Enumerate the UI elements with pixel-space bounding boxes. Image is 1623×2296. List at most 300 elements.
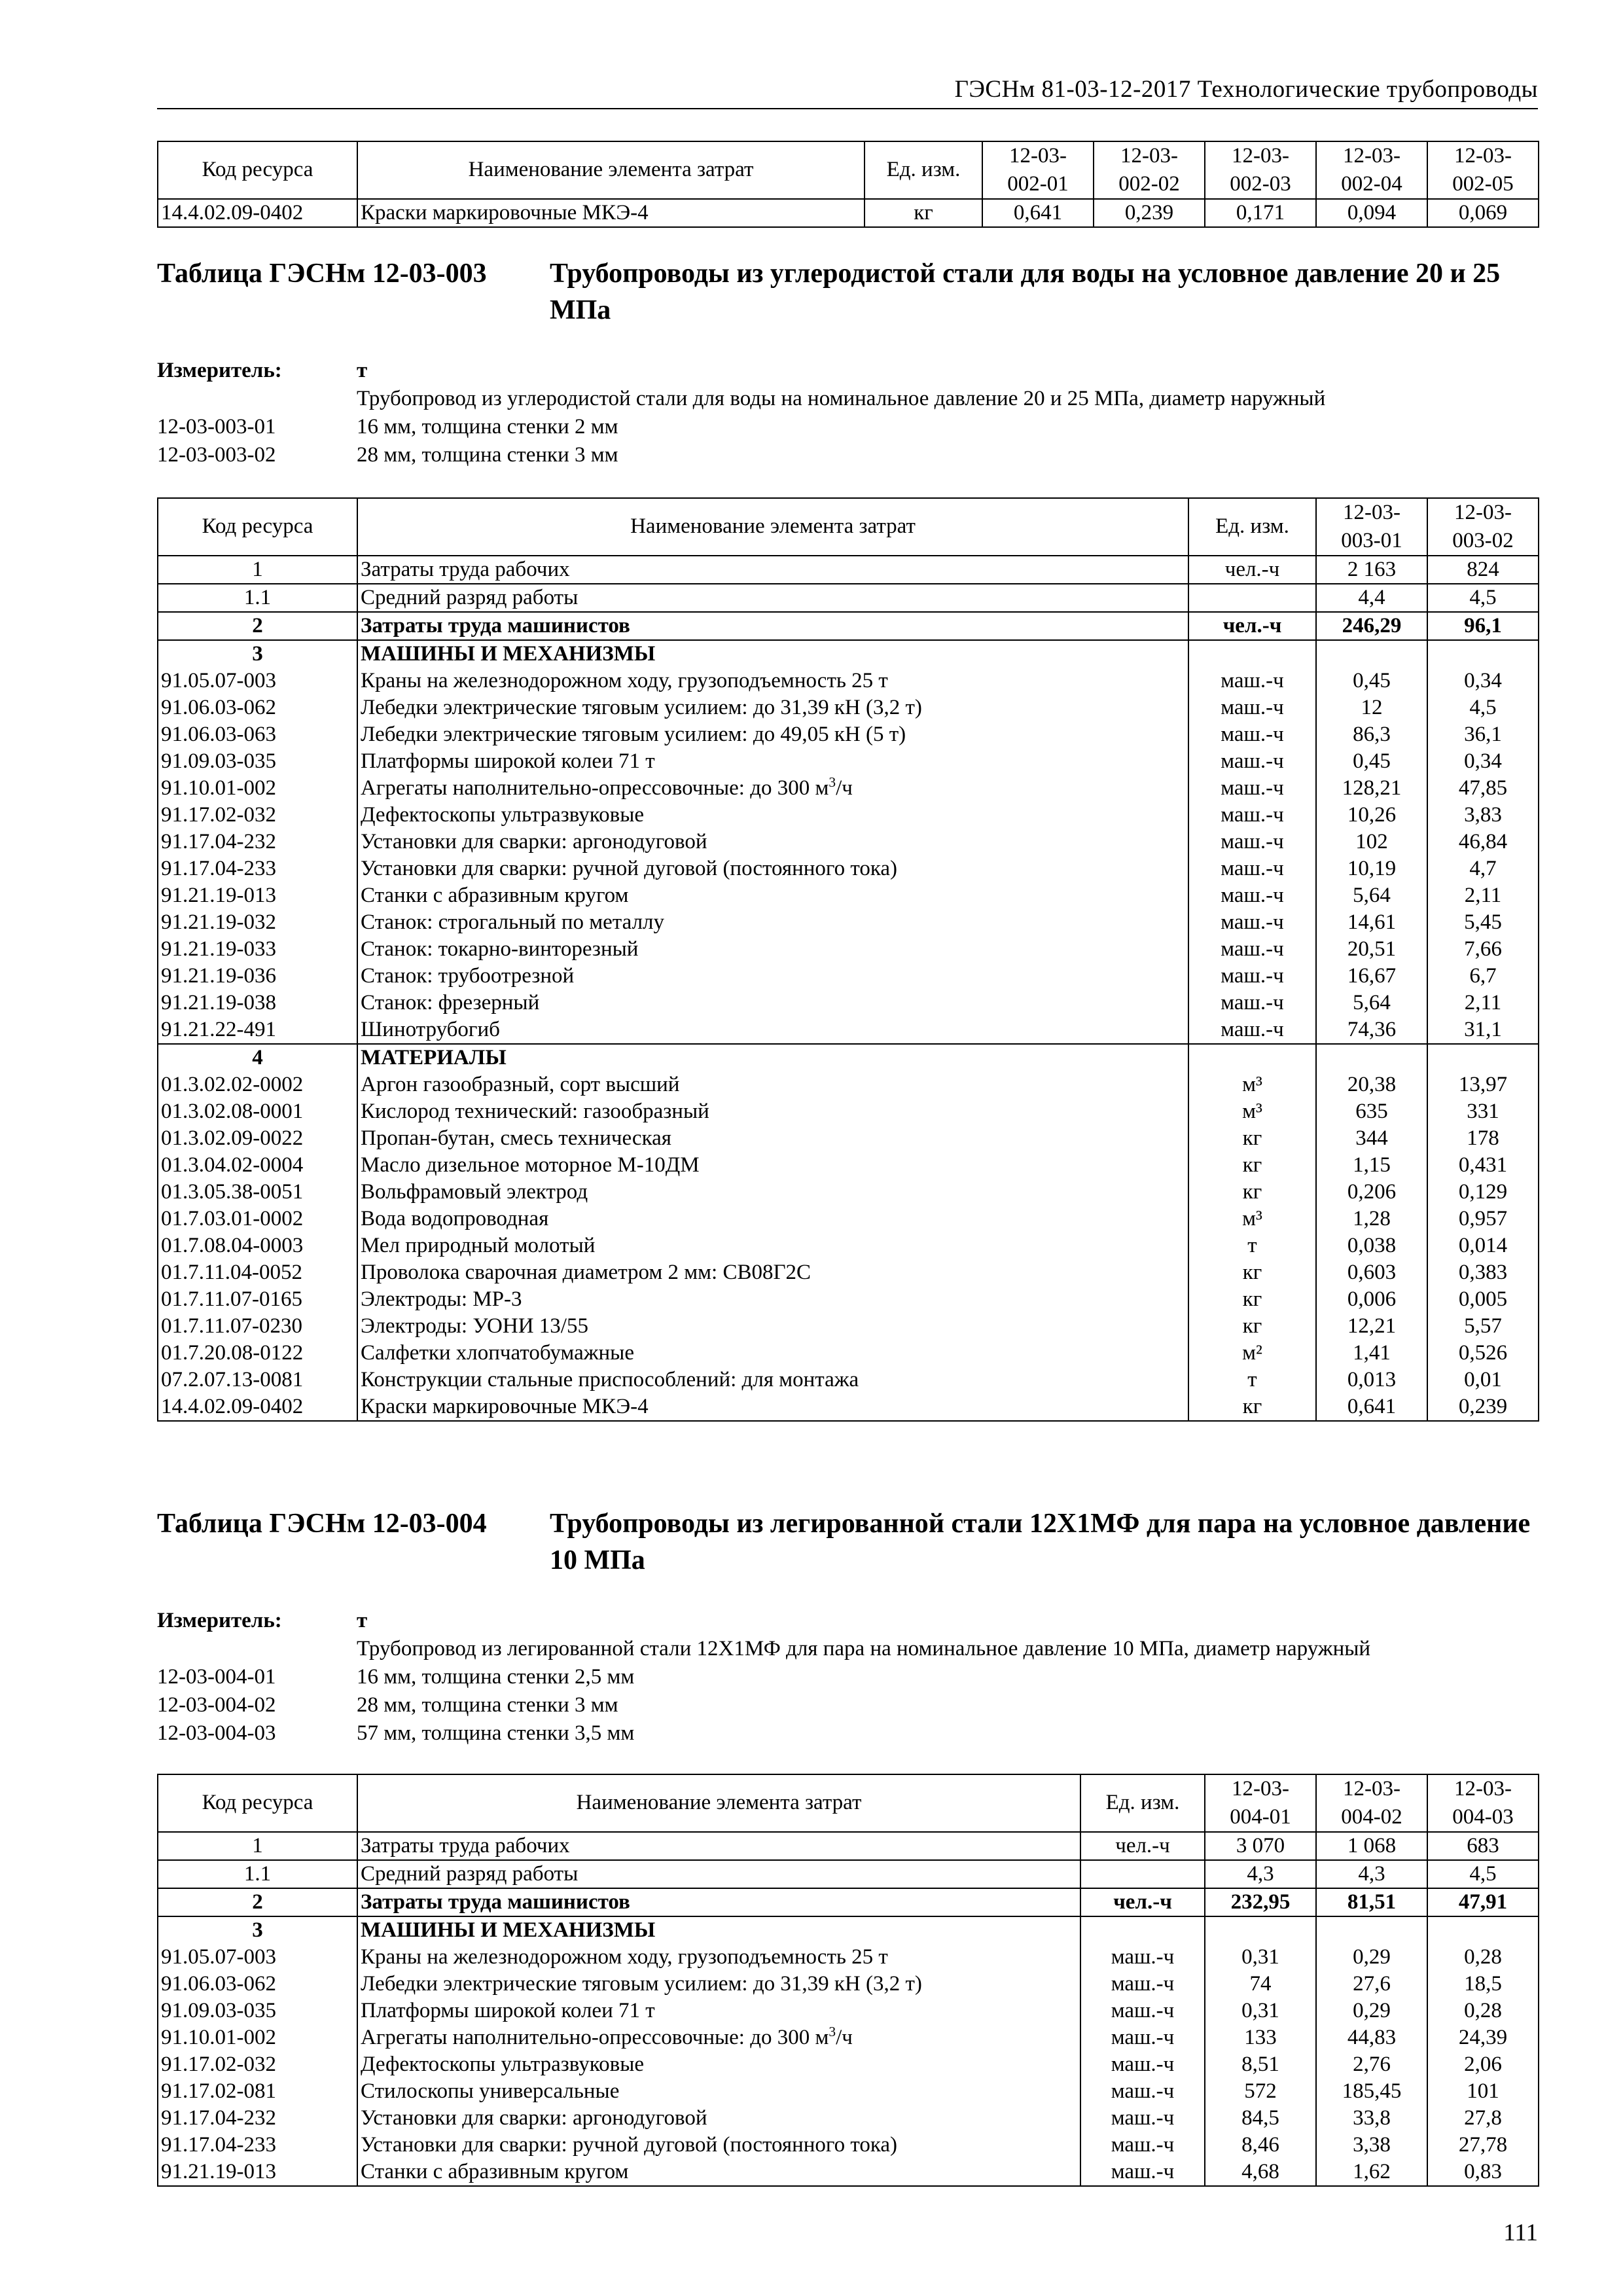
column-code-line: 12-03- (1009, 144, 1067, 168)
table-row (158, 1206, 1539, 1232)
resource-unit: кг (1188, 1286, 1316, 1313)
table-header-row (158, 498, 1539, 556)
resource-unit (1188, 1044, 1316, 1071)
table-row (158, 748, 1539, 775)
resource-unit: маш.-ч (1188, 802, 1316, 829)
resource-value: 36,1 (1427, 721, 1539, 748)
resource-unit: маш.-ч (1080, 1944, 1205, 1971)
resource-value: 18,5 (1427, 1971, 1539, 1998)
column-header-variant (1316, 498, 1427, 556)
resource-value: 0,28 (1427, 1944, 1539, 1971)
resource-value: 0,29 (1316, 1998, 1427, 2024)
table-row (158, 556, 1539, 584)
resource-value: 27,8 (1427, 2105, 1539, 2132)
resource-value: 0,014 (1427, 1232, 1539, 1259)
column-code-line: 002-04 (1341, 171, 1402, 196)
table-row (158, 694, 1539, 721)
table-row (158, 668, 1539, 694)
superscript: 3 (829, 2024, 836, 2039)
resource-unit: маш.-ч (1080, 2132, 1205, 2159)
resource-name: МАШИНЫ И МЕХАНИЗМЫ (357, 1916, 1080, 1944)
resource-code: 91.21.19-013 (158, 882, 357, 909)
superscript: 3 (829, 774, 836, 790)
column-header-variant (1316, 141, 1427, 199)
resource-value: 0,171 (1205, 199, 1316, 227)
table-row (158, 1367, 1539, 1393)
resource-code: 91.17.02-032 (158, 802, 357, 829)
table-row (158, 990, 1539, 1016)
resource-value: 0,31 (1205, 1944, 1316, 1971)
resource-value: 0,038 (1316, 1232, 1427, 1259)
resource-code: 3 (158, 640, 357, 668)
column-header-name: Наименование элемента затрат (357, 141, 865, 199)
resource-value: 1 068 (1316, 1832, 1427, 1860)
resource-value: 2,76 (1316, 2051, 1427, 2078)
resource-table-continued (157, 141, 1539, 228)
column-header-variant (1427, 1774, 1539, 1832)
resource-unit: кг (1188, 1179, 1316, 1206)
resource-value: 3 070 (1205, 1832, 1316, 1860)
table-row (158, 1152, 1539, 1179)
resource-code: 01.7.11.04-0052 (158, 1259, 357, 1286)
resource-code: 4 (158, 1044, 357, 1071)
table-row (158, 775, 1539, 802)
page-header: ГЭСНм 81-03-12-2017 Технологические трубопроводы (954, 76, 1538, 103)
measure-block-003 (157, 357, 1538, 475)
resource-value: 5,45 (1427, 909, 1539, 936)
resource-unit: кг (1188, 1152, 1316, 1179)
resource-value: 14,61 (1316, 909, 1427, 936)
resource-value: 178 (1427, 1125, 1539, 1152)
variant-code: 12-03-004-03 (157, 1721, 276, 1745)
resource-value: 572 (1205, 2078, 1316, 2105)
resource-code: 91.05.07-003 (158, 1944, 357, 1971)
resource-unit: маш.-ч (1188, 990, 1316, 1016)
resource-name: МАТЕРИАЛЫ (357, 1044, 1188, 1071)
resource-value: 1,62 (1316, 2159, 1427, 2186)
resource-unit (1080, 1916, 1205, 1944)
resource-unit: чел.-ч (1188, 612, 1316, 640)
resource-value: 4,5 (1427, 694, 1539, 721)
resource-value: 2,11 (1427, 990, 1539, 1016)
resource-value: 20,38 (1316, 1071, 1427, 1098)
resource-unit: кг (1188, 1259, 1316, 1286)
variant-description: 57 мм, толщина стенки 3,5 мм (357, 1721, 635, 1745)
resource-code: 01.3.02.08-0001 (158, 1098, 357, 1125)
resource-unit (1188, 584, 1316, 612)
resource-unit (1188, 640, 1316, 668)
column-header-variant (1205, 1774, 1316, 1832)
variant-description: 28 мм, толщина стенки 3 мм (357, 443, 618, 467)
resource-unit: м² (1188, 1340, 1316, 1367)
resource-code: 01.3.05.38-0051 (158, 1179, 357, 1206)
table-row (158, 640, 1539, 668)
table-row (158, 612, 1539, 640)
resource-value: 0,28 (1427, 1998, 1539, 2024)
measure-unit: т (357, 359, 368, 382)
resource-name: Стилоскопы универсальные (357, 2078, 1080, 2105)
resource-code: 91.17.04-233 (158, 855, 357, 882)
resource-value: 0,005 (1427, 1286, 1539, 1313)
resource-unit: маш.-ч (1080, 1998, 1205, 2024)
resource-name: Установки для сварки: ручной дуговой (постоянного тока) (357, 2132, 1080, 2159)
resource-value (1427, 1044, 1539, 1071)
table-row (158, 1832, 1539, 1860)
resource-value: 0,431 (1427, 1152, 1539, 1179)
resource-name: Краски маркировочные МКЭ-4 (357, 1393, 1188, 1421)
column-code-line: 12-03- (1343, 1777, 1400, 1801)
resource-name: Масло дизельное моторное М-10ДМ (357, 1152, 1188, 1179)
resource-code: 01.7.03.01-0002 (158, 1206, 357, 1232)
resource-unit: маш.-ч (1188, 829, 1316, 855)
resource-code: 14.4.02.09-0402 (158, 1393, 357, 1421)
variant-code: 12-03-003-01 (157, 415, 276, 439)
resource-code: 91.06.03-062 (158, 694, 357, 721)
resource-name: Станок: строгальный по металлу (357, 909, 1188, 936)
resource-code: 01.3.04.02-0004 (158, 1152, 357, 1179)
table-row (158, 2024, 1539, 2051)
table-caption: Трубопроводы из легированной стали 12Х1МФ для пара на условное давление 10 МПа (550, 1509, 1531, 1575)
resource-value: 74,36 (1316, 1016, 1427, 1044)
resource-value: 24,39 (1427, 2024, 1539, 2051)
resource-code: 2 (158, 1888, 357, 1916)
resource-code: 2 (158, 612, 357, 640)
resource-value: 683 (1427, 1832, 1539, 1860)
page-number: 111 (1503, 2219, 1538, 2246)
resource-code: 91.09.03-035 (158, 748, 357, 775)
table-row (158, 1313, 1539, 1340)
column-header-variant (1427, 498, 1539, 556)
resource-value: 5,64 (1316, 882, 1427, 909)
resource-name: Салфетки хлопчатобумажные (357, 1340, 1188, 1367)
table-row (158, 1044, 1539, 1071)
measure-unit: т (357, 1609, 368, 1632)
column-code-line: 004-01 (1230, 1804, 1291, 1829)
resource-code: 07.2.07.13-0081 (158, 1367, 357, 1393)
table-body (158, 498, 1539, 1421)
resource-unit: маш.-ч (1188, 963, 1316, 990)
resource-table-004 (157, 1774, 1539, 2187)
resource-name: Средний разряд работы (357, 584, 1188, 612)
resource-unit: т (1188, 1232, 1316, 1259)
resource-code: 91.17.04-232 (158, 829, 357, 855)
resource-value: 12,21 (1316, 1313, 1427, 1340)
resource-unit: маш.-ч (1188, 775, 1316, 802)
table-row (158, 1016, 1539, 1044)
resource-name: Платформы широкой колеи 71 т (357, 1998, 1080, 2024)
column-header-code: Код ресурса (158, 498, 357, 556)
resource-name: Установки для сварки: аргонодуговой (357, 829, 1188, 855)
table-title-003 (157, 255, 1538, 334)
header-divider (157, 108, 1538, 109)
table-row (158, 1971, 1539, 1998)
table-label: Таблица ГЭСНм 12-03-003 (157, 259, 487, 289)
column-code-line: 12-03- (1232, 144, 1289, 168)
resource-value: 47,85 (1427, 775, 1539, 802)
resource-value: 102 (1316, 829, 1427, 855)
table-header-row (158, 141, 1539, 199)
resource-value: 1,15 (1316, 1152, 1427, 1179)
resource-name: Электроды: МР-3 (357, 1286, 1188, 1313)
measure-block-004 (157, 1607, 1538, 1751)
resource-name: Установки для сварки: ручной дуговой (постоянного тока) (357, 855, 1188, 882)
resource-value (1316, 1044, 1427, 1071)
table-row (158, 1125, 1539, 1152)
resource-value: 74 (1205, 1971, 1316, 1998)
resource-name: Станки с абразивным кругом (357, 2159, 1080, 2186)
variant-code: 12-03-004-01 (157, 1665, 276, 1689)
resource-unit: маш.-ч (1188, 748, 1316, 775)
resource-value: 1,28 (1316, 1206, 1427, 1232)
resource-value: 0,34 (1427, 668, 1539, 694)
measure-description: Трубопровод из легированной стали 12Х1МФ для пара на номинальное давление 10 МПа, диаметр наружный (357, 1637, 1371, 1660)
variant-description: 28 мм, толщина стенки 3 мм (357, 1693, 618, 1717)
resource-unit: маш.-ч (1080, 2159, 1205, 2186)
table-row (158, 909, 1539, 936)
resource-value: 0,957 (1427, 1206, 1539, 1232)
resource-code: 91.10.01-002 (158, 775, 357, 802)
resource-code: 14.4.02.09-0402 (158, 199, 357, 227)
column-code-line: 12-03- (1454, 501, 1512, 524)
resource-name: Лебедки электрические тяговым усилием: до 49,05 кН (5 т) (357, 721, 1188, 748)
resource-value: 0,006 (1316, 1286, 1427, 1313)
resource-name: МАШИНЫ И МЕХАНИЗМЫ (357, 640, 1188, 668)
resource-value: 31,1 (1427, 1016, 1539, 1044)
resource-name: Краны на железнодорожном ходу, грузоподъемность 25 т (357, 1944, 1080, 1971)
resource-name: Дефектоскопы ультразвуковые (357, 802, 1188, 829)
resource-name: Затраты труда рабочих (357, 1832, 1080, 1860)
resource-value: 344 (1316, 1125, 1427, 1152)
resource-code: 91.17.02-032 (158, 2051, 357, 2078)
resource-value: 6,7 (1427, 963, 1539, 990)
resource-value: 2,11 (1427, 882, 1539, 909)
resource-value: 185,45 (1316, 2078, 1427, 2105)
resource-value: 0,641 (1316, 1393, 1427, 1421)
resource-value: 84,5 (1205, 2105, 1316, 2132)
resource-unit: кг (1188, 1393, 1316, 1421)
resource-value: 0,01 (1427, 1367, 1539, 1393)
table-row (158, 2159, 1539, 2186)
resource-code: 01.3.02.02-0002 (158, 1071, 357, 1098)
resource-code: 91.17.02-081 (158, 2078, 357, 2105)
resource-code: 3 (158, 1916, 357, 1944)
table-row (158, 199, 1539, 227)
resource-code: 91.21.19-032 (158, 909, 357, 936)
resource-name: Станки с абразивным кругом (357, 882, 1188, 909)
resource-value (1316, 640, 1427, 668)
table-header-row (158, 1774, 1539, 1832)
resource-name: Агрегаты наполнительно-опрессовочные: до 300 $м^3/ч$ (357, 2024, 1080, 2051)
table-row (158, 2051, 1539, 2078)
resource-value: 47,91 (1427, 1888, 1539, 1916)
resource-code: 1.1 (158, 584, 357, 612)
table-row (158, 963, 1539, 990)
resource-value: 0,526 (1427, 1340, 1539, 1367)
resource-value: 4,3 (1316, 1860, 1427, 1888)
resource-unit: кг (1188, 1125, 1316, 1152)
column-header-variant (1205, 141, 1316, 199)
resource-unit: чел.-ч (1188, 556, 1316, 584)
resource-value: 232,95 (1205, 1888, 1316, 1916)
resource-value: 824 (1427, 556, 1539, 584)
column-code-line: 12-03- (1343, 501, 1400, 524)
column-header-unit: Ед. изм. (1188, 498, 1316, 556)
column-code-line: 12-03- (1120, 144, 1178, 168)
resource-unit: маш.-ч (1188, 1016, 1316, 1044)
resource-code: 91.05.07-003 (158, 668, 357, 694)
resource-value: 128,21 (1316, 775, 1427, 802)
resource-code: 01.3.02.09-0022 (158, 1125, 357, 1152)
resource-unit: маш.-ч (1188, 936, 1316, 963)
resource-value: 101 (1427, 2078, 1539, 2105)
table-row (158, 2105, 1539, 2132)
resource-unit: м³ (1188, 1206, 1316, 1232)
resource-unit: маш.-ч (1188, 855, 1316, 882)
table-row (158, 1098, 1539, 1125)
resource-value: 0,34 (1427, 748, 1539, 775)
resource-unit: маш.-ч (1188, 882, 1316, 909)
column-header-unit: Ед. изм. (1080, 1774, 1205, 1832)
resource-name: Станок: трубоотрезной (357, 963, 1188, 990)
resource-unit: маш.-ч (1188, 694, 1316, 721)
resource-value: 0,641 (982, 199, 1094, 227)
resource-value: 7,66 (1427, 936, 1539, 963)
resource-value: 4,5 (1427, 584, 1539, 612)
variant-code: 12-03-003-02 (157, 443, 276, 467)
resource-value: 27,78 (1427, 2132, 1539, 2159)
resource-value: 4,7 (1427, 855, 1539, 882)
resource-unit: м³ (1188, 1071, 1316, 1098)
resource-name: Краски маркировочные МКЭ-4 (357, 199, 865, 227)
resource-value: 331 (1427, 1098, 1539, 1125)
resource-name: Дефектоскопы ультразвуковые (357, 2051, 1080, 2078)
variant-code: 12-03-004-02 (157, 1693, 276, 1717)
resource-value: 46,84 (1427, 829, 1539, 855)
resource-value: 635 (1316, 1098, 1427, 1125)
table-row (158, 1916, 1539, 1944)
resource-value: 27,6 (1316, 1971, 1427, 1998)
table-row (158, 2078, 1539, 2105)
resource-name: Проволока сварочная диаметром 2 мм: СВ08Г2С (357, 1259, 1188, 1286)
table-row (158, 1179, 1539, 1206)
variant-description: 16 мм, толщина стенки 2 мм (357, 415, 618, 439)
resource-name: Конструкции стальные приспособлений: для монтажа (357, 1367, 1188, 1393)
table-body (158, 141, 1539, 227)
resource-code: 01.7.08.04-0003 (158, 1232, 357, 1259)
resource-code: 91.21.19-036 (158, 963, 357, 990)
resource-value: 2,06 (1427, 2051, 1539, 2078)
resource-value: 0,603 (1316, 1259, 1427, 1286)
column-code-line: 12-03- (1343, 144, 1400, 168)
resource-name: Лебедки электрические тяговым усилием: до 31,39 кН (3,2 т) (357, 694, 1188, 721)
resource-name: Вольфрамовый электрод (357, 1179, 1188, 1206)
resource-value: 4,3 (1205, 1860, 1316, 1888)
resource-value: 0,45 (1316, 748, 1427, 775)
resource-value: 0,83 (1427, 2159, 1539, 2186)
resource-value (1427, 640, 1539, 668)
resource-value: 5,57 (1427, 1313, 1539, 1340)
table-row (158, 1259, 1539, 1286)
table-row (158, 1393, 1539, 1421)
column-code-line: 003-02 (1452, 528, 1514, 552)
column-header-variant (1094, 141, 1205, 199)
column-header-name: Наименование элемента затрат (357, 498, 1188, 556)
resource-unit: кг (1188, 1313, 1316, 1340)
resource-name: Шинотрубогиб (357, 1016, 1188, 1044)
resource-name: Вода водопроводная (357, 1206, 1188, 1232)
resource-value: 10,26 (1316, 802, 1427, 829)
resource-code: 91.17.04-232 (158, 2105, 357, 2132)
resource-code: 1 (158, 556, 357, 584)
resource-value: 13,97 (1427, 1071, 1539, 1098)
resource-unit: т (1188, 1367, 1316, 1393)
resource-code: 01.7.11.07-0230 (158, 1313, 357, 1340)
resource-value: 4,68 (1205, 2159, 1316, 2186)
resource-unit: маш.-ч (1080, 2024, 1205, 2051)
resource-value: 20,51 (1316, 936, 1427, 963)
resource-value: 0,239 (1094, 199, 1205, 227)
resource-code: 91.21.19-038 (158, 990, 357, 1016)
resource-value: 0,206 (1316, 1179, 1427, 1206)
resource-unit: маш.-ч (1080, 1971, 1205, 1998)
column-code-line: 003-01 (1341, 528, 1402, 552)
resource-unit: маш.-ч (1188, 909, 1316, 936)
resource-value (1316, 1916, 1427, 1944)
table-title-004 (157, 1505, 1538, 1584)
resource-code: 91.17.04-233 (158, 2132, 357, 2159)
column-header-unit: Ед. изм. (865, 141, 982, 199)
table-row (158, 2132, 1539, 2159)
resource-value: 16,67 (1316, 963, 1427, 990)
table-row (158, 802, 1539, 829)
resource-code: 91.21.19-013 (158, 2159, 357, 2186)
resource-value: 33,8 (1316, 2105, 1427, 2132)
resource-name: Затраты труда машинистов (357, 612, 1188, 640)
resource-value: 0,45 (1316, 668, 1427, 694)
column-header-name: Наименование элемента затрат (357, 1774, 1080, 1832)
resource-value: 0,094 (1316, 199, 1427, 227)
resource-value: 8,46 (1205, 2132, 1316, 2159)
resource-name: Затраты труда рабочих (357, 556, 1188, 584)
column-code-line: 002-05 (1452, 171, 1514, 196)
resource-value: 246,29 (1316, 612, 1427, 640)
measure-label: Измеритель: (157, 1609, 282, 1632)
resource-value: 133 (1205, 2024, 1316, 2051)
resource-name: Затраты труда машинистов (357, 1888, 1080, 1916)
table-row (158, 936, 1539, 963)
measure-label: Измеритель: (157, 359, 282, 382)
table-row (158, 721, 1539, 748)
resource-code: 91.21.19-033 (158, 936, 357, 963)
resource-name: Агрегаты наполнительно-опрессовочные: до 300 $м^3/ч$ (357, 775, 1188, 802)
resource-name: Пропан-бутан, смесь техническая (357, 1125, 1188, 1152)
column-code-line: 12-03- (1454, 144, 1512, 168)
table-row (158, 1944, 1539, 1971)
resource-unit: маш.-ч (1188, 668, 1316, 694)
resource-name: Платформы широкой колеи 71 т (357, 748, 1188, 775)
table-row (158, 1232, 1539, 1259)
resource-unit: чел.-ч (1080, 1888, 1205, 1916)
column-code-line: 12-03- (1232, 1777, 1289, 1801)
table-row (158, 1071, 1539, 1098)
resource-unit: м³ (1188, 1098, 1316, 1125)
table-row (158, 584, 1539, 612)
resource-value: 3,38 (1316, 2132, 1427, 2159)
resource-value (1427, 1916, 1539, 1944)
resource-name: Кислород технический: газообразный (357, 1098, 1188, 1125)
resource-code: 91.21.22-491 (158, 1016, 357, 1044)
resource-value: 0,129 (1427, 1179, 1539, 1206)
